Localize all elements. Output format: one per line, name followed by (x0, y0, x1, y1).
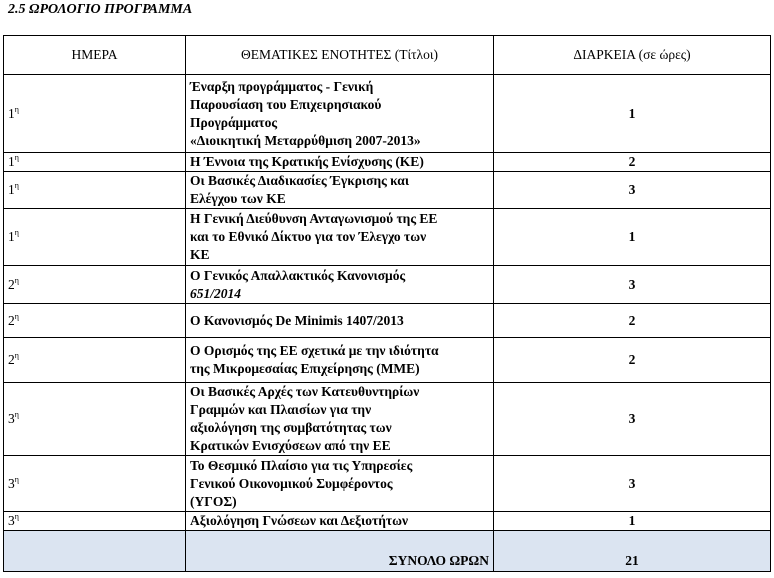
duration-cell: 2 (494, 304, 771, 338)
topic-title-line: «Διοικητική Μεταρρύθμιση 2007-2013» (190, 132, 421, 148)
day-ordinal: η (14, 228, 19, 237)
day-cell (4, 172, 186, 209)
duration-cell: 1 (494, 75, 771, 153)
topic-title-line: Αξιολόγηση Γνώσεων και Δεξιοτήτων (190, 513, 408, 528)
topic-title (186, 338, 494, 383)
duration-cell: 2 (494, 338, 771, 383)
schedule-table (3, 35, 771, 572)
topic-title-line: Η Έννοια της Κρατικής Ενίσχυσης (ΚΕ) (190, 154, 424, 169)
duration-cell: 3 (494, 266, 771, 304)
day-number: 3 (8, 513, 15, 528)
topic-title-line: και το Εθνικό Δίκτυο για τον Έλεγχο των (190, 229, 427, 244)
day-number: 2 (8, 312, 15, 328)
topic-title-line: Ο Κανονισμός De Minimis 1407/2013 (190, 312, 404, 328)
day-ordinal: η (14, 512, 19, 521)
duration-cell: 3 (494, 172, 771, 209)
day-number: 3 (8, 475, 15, 491)
day-cell (4, 383, 186, 456)
day-number: 2 (8, 276, 15, 292)
day-ordinal: η (14, 275, 19, 285)
day-cell (4, 209, 186, 266)
day-number: 2 (8, 352, 15, 367)
topic-title (186, 153, 494, 172)
topic-title (186, 512, 494, 531)
day-cell (4, 456, 186, 512)
day-ordinal: η (14, 153, 19, 162)
topic-title-line: Γραμμών και Πλαισίων για την (190, 402, 372, 417)
topic-title (186, 75, 494, 153)
topic-title-line: (ΥΓΟΣ) (190, 493, 237, 509)
day-cell (4, 75, 186, 153)
table-row (4, 153, 771, 172)
duration-cell: 1 (494, 512, 771, 531)
duration-cell: 3 (494, 456, 771, 512)
topic-title-line: Κρατικών Ενισχύσεων από την ΕΕ (190, 438, 391, 453)
column-header-topics: ΘΕΜΑΤΙΚΕΣ ΕΝΟΤΗΤΕΣ (Τίτλοι) (186, 36, 494, 75)
table-row (4, 338, 771, 383)
topic-title (186, 383, 494, 456)
total-row (4, 531, 771, 572)
day-cell (4, 338, 186, 383)
topic-title-line: αξιολόγηση της συμβατότητας των (190, 420, 392, 435)
topic-title-line: Ο Γενικός Απαλλακτικός Κανονισμός (190, 267, 406, 283)
topic-title (186, 266, 494, 304)
table-row (4, 383, 771, 456)
day-number: 1 (8, 105, 15, 121)
total-label: ΣΥΝΟΛΟ ΩΡΩΝ (186, 531, 494, 572)
day-cell (4, 266, 186, 304)
topic-title-line: Προγράμματος (190, 114, 278, 130)
table-row (4, 266, 771, 304)
day-ordinal: η (14, 311, 19, 321)
topic-title-line: Οι Βασικές Διαδικασίες Έγκρισης και (190, 173, 410, 188)
topic-title-line: Ο Ορισμός της ΕΕ σχετικά με την ιδιότητα (190, 343, 439, 358)
day-number: 1 (8, 229, 15, 244)
day-ordinal: η (14, 474, 19, 484)
header-row (4, 36, 771, 75)
section-heading: 2.5 ΩΡΟΛΟΓΙΟ ΠΡΟΓΡΑΜΜΑ (8, 2, 193, 17)
duration-cell: 2 (494, 153, 771, 172)
table-row (4, 304, 771, 338)
topic-title-line: 651/2014 (190, 285, 242, 301)
day-cell (4, 304, 186, 338)
table-row (4, 75, 771, 153)
table-row (4, 172, 771, 209)
topic-title (186, 456, 494, 512)
day-ordinal: η (14, 410, 19, 419)
day-number: 3 (8, 411, 15, 426)
duration-cell: 3 (494, 383, 771, 456)
day-cell (4, 153, 186, 172)
topic-title-line: Οι Βασικές Αρχές των Κατευθυντηρίων (190, 384, 420, 399)
topic-title (186, 172, 494, 209)
total-value: 21 (494, 531, 771, 572)
day-number: 1 (8, 154, 15, 169)
day-number: 1 (8, 182, 15, 197)
topic-title-line: Η Γενική Διεύθυνση Ανταγωνισμού της ΕΕ (190, 211, 438, 226)
topic-title-line: Ελέγχου των ΚΕ (190, 191, 286, 206)
topic-title-line: Παρουσίαση του Επιχειρησιακού (190, 96, 382, 112)
topic-title (186, 209, 494, 266)
day-ordinal: η (14, 104, 19, 114)
day-ordinal: η (14, 181, 19, 190)
column-header-duration: ΔΙΑΡΚΕΙΑ (σε ώρες) (494, 36, 771, 75)
column-header-day: ΗΜΕΡΑ (4, 36, 186, 75)
table-row (4, 209, 771, 266)
topic-title-line: Γενικού Οικονομικού Συμφέροντος (190, 475, 393, 491)
topic-title-line: της Μικρομεσαίας Επιχείρησης (ΜΜΕ) (190, 361, 420, 376)
topic-title-line: ΚΕ (190, 247, 210, 262)
topic-title (186, 304, 494, 338)
topic-title-line: Το Θεσμικό Πλαίσιο για τις Υπηρεσίες (190, 457, 413, 473)
duration-cell: 1 (494, 209, 771, 266)
day-cell (4, 512, 186, 531)
topic-title-line: Έναρξη προγράμματος - Γενική (190, 78, 374, 94)
table-row (4, 512, 771, 531)
table-row (4, 456, 771, 512)
day-ordinal: η (14, 351, 19, 360)
